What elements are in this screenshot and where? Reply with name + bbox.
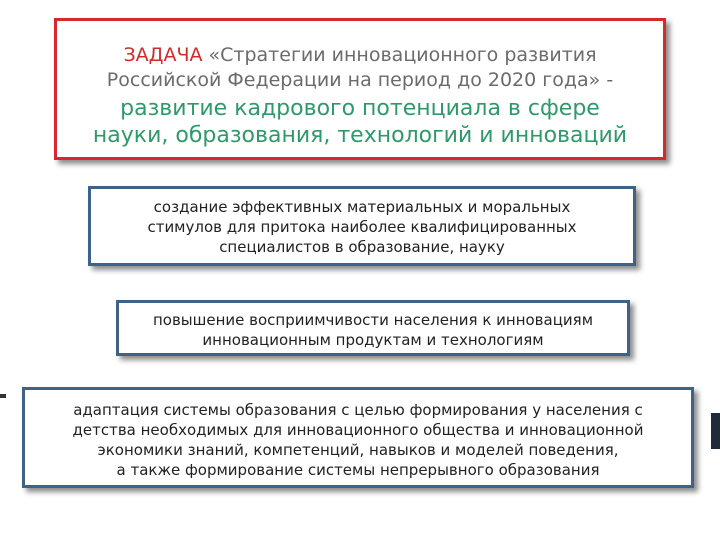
incentives-line: создание эффективных материальных и моральных bbox=[153, 198, 571, 216]
task-heading-line2: Российской Федерации на период до 2020 года» - bbox=[106, 69, 614, 91]
receptivity-line: повышение восприимчивости населения к инновациям bbox=[152, 311, 594, 329]
slide-edge-mark bbox=[0, 394, 6, 398]
task-goal bbox=[57, 95, 663, 149]
receptivity-box bbox=[116, 300, 630, 356]
task-box bbox=[54, 18, 666, 160]
adaptation-line: а также формирование системы непрерывного образования bbox=[116, 461, 600, 479]
task-heading-line1 bbox=[57, 43, 663, 68]
education-adaptation-box bbox=[22, 387, 694, 488]
task-heading-text: «Стратегии инновационного развития bbox=[202, 44, 597, 66]
incentives-line: специалистов в образование, науку bbox=[219, 238, 505, 256]
receptivity-line: инновационным продуктам и технологиям bbox=[202, 331, 544, 349]
incentives-line: стимулов для притока наиболее квалифицированных bbox=[147, 218, 577, 236]
adaptation-line: детства необходимых для инновационного общества и инновационной bbox=[72, 421, 644, 439]
task-keyword: ЗАДАЧА bbox=[123, 44, 203, 66]
task-goal-line1: развитие кадрового потенциала в сфере bbox=[120, 96, 600, 121]
task-goal-line2: науки, образования, технологий и инноваций bbox=[92, 123, 628, 148]
adaptation-line: адаптация системы образования с целью формирования у населения с bbox=[73, 401, 643, 419]
incentives-box bbox=[88, 186, 636, 266]
slide-edge-bar bbox=[711, 413, 720, 449]
adaptation-line: экономики знаний, компетенций, навыков и моделей поведения, bbox=[97, 441, 619, 459]
